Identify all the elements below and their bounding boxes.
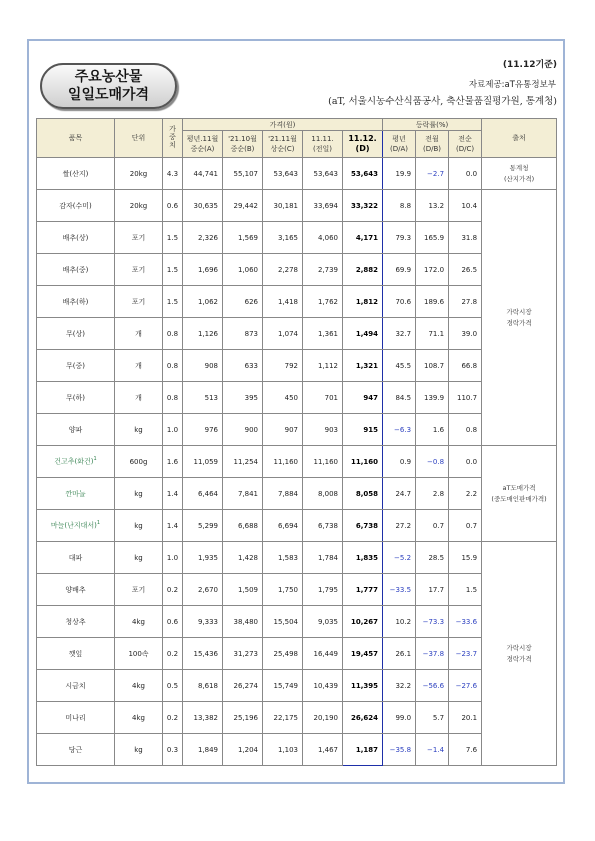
cell-price-oct: 29,442 (223, 190, 263, 222)
cell-price-prev-day: 1,795 (303, 574, 343, 606)
cell-weight: 4.3 (163, 158, 183, 190)
title-line-1: 주요농산물 (74, 69, 143, 85)
cell-unit: kg (115, 478, 163, 510)
table-row (37, 446, 557, 478)
cell-ratio-avg: 45.5 (383, 350, 416, 382)
source-line: 통계청 (509, 163, 529, 172)
cell-weight: 1.0 (163, 542, 183, 574)
cell-ratio-month: −73.3 (416, 606, 449, 638)
cell-unit: 개 (115, 382, 163, 414)
table-row (37, 606, 557, 638)
item-name: 시금치 (65, 681, 86, 690)
header-weight-label: 가중치 (168, 125, 177, 149)
cell-ratio-prev: −23.7 (449, 638, 482, 670)
cell-price-nov: 1,750 (263, 574, 303, 606)
cell-unit: 20kg (115, 190, 163, 222)
cell-unit: 포기 (115, 254, 163, 286)
cell-price-prev-day: 1,361 (303, 318, 343, 350)
cell-ratio-avg: 32.7 (383, 318, 416, 350)
cell-price-oct: 1,569 (223, 222, 263, 254)
cell-ratio-prev: 0.7 (449, 510, 482, 542)
cell-ratio-month: −0.8 (416, 446, 449, 478)
cell-ratio-prev: 66.8 (449, 350, 482, 382)
cell-price-oct: 1,060 (223, 254, 263, 286)
cell-price-today: 10,267 (343, 606, 383, 638)
table-row (37, 158, 557, 190)
cell-item (37, 542, 115, 574)
cell-item (37, 222, 115, 254)
cell-ratio-prev: 31.8 (449, 222, 482, 254)
source-line: aT도매가격 (502, 483, 536, 492)
table-row (37, 638, 557, 670)
item-name: 미나리 (65, 713, 86, 722)
cell-unit: 포기 (115, 574, 163, 606)
cell-weight: 1.6 (163, 446, 183, 478)
cell-weight: 0.2 (163, 702, 183, 734)
cell-item (37, 318, 115, 350)
cell-ratio-avg: 69.9 (383, 254, 416, 286)
header-ratio-month: 전월 (D/B) (416, 131, 449, 158)
cell-price-prev-day: 20,190 (303, 702, 343, 734)
cell-price-prev-day: 1,762 (303, 286, 343, 318)
cell-ratio-avg: 99.0 (383, 702, 416, 734)
cell-price-avg: 908 (183, 350, 223, 382)
cell-price-nov: 1,074 (263, 318, 303, 350)
cell-price-avg: 976 (183, 414, 223, 446)
cell-ratio-month: −37.8 (416, 638, 449, 670)
cell-weight: 1.5 (163, 254, 183, 286)
cell-price-nov: 11,160 (263, 446, 303, 478)
cell-price-today: 915 (343, 414, 383, 446)
cell-price-today: 947 (343, 382, 383, 414)
cell-item (37, 158, 115, 190)
cell-price-oct: 873 (223, 318, 263, 350)
item-name: 무(상) (66, 329, 85, 338)
cell-unit: 개 (115, 318, 163, 350)
cell-ratio-avg: 70.6 (383, 286, 416, 318)
table-row (37, 222, 557, 254)
table-row (37, 350, 557, 382)
title-line-2: 일일도매가격 (67, 87, 150, 103)
cell-price-oct: 633 (223, 350, 263, 382)
cell-price-oct: 7,841 (223, 478, 263, 510)
cell-unit: kg (115, 542, 163, 574)
item-name: 깐마늘 (65, 489, 86, 498)
cell-price-today: 8,058 (343, 478, 383, 510)
item-name: 당근 (68, 745, 83, 754)
item-name: 무(중) (66, 361, 85, 370)
item-name: 건고추(화건) (54, 457, 94, 466)
cell-ratio-month: 1.6 (416, 414, 449, 446)
cell-item (37, 414, 115, 446)
cell-price-today: 2,882 (343, 254, 383, 286)
table-row (37, 670, 557, 702)
cell-price-nov: 30,181 (263, 190, 303, 222)
cell-weight: 0.8 (163, 382, 183, 414)
cell-price-today: 1,812 (343, 286, 383, 318)
cell-price-prev-day: 11,160 (303, 446, 343, 478)
cell-price-oct: 626 (223, 286, 263, 318)
cell-unit: kg (115, 510, 163, 542)
cell-price-nov: 3,165 (263, 222, 303, 254)
cell-unit: 4kg (115, 670, 163, 702)
item-name: 감자(수미) (59, 201, 92, 210)
cell-ratio-prev: 0.0 (449, 158, 482, 190)
cell-price-prev-day: 701 (303, 382, 343, 414)
cell-weight: 0.5 (163, 670, 183, 702)
cell-item (37, 190, 115, 222)
cell-price-prev-day: 16,449 (303, 638, 343, 670)
cell-price-today: 6,738 (343, 510, 383, 542)
cell-price-avg: 44,741 (183, 158, 223, 190)
cell-price-today: 1,777 (343, 574, 383, 606)
cell-price-today: 1,835 (343, 542, 383, 574)
header-today: 11.12. (D) (343, 131, 383, 158)
cell-item (37, 382, 115, 414)
cell-price-prev-day: 2,739 (303, 254, 343, 286)
cell-ratio-month: 189.6 (416, 286, 449, 318)
item-name: 양파 (68, 425, 83, 434)
cell-item (37, 734, 115, 766)
cell-price-oct: 38,480 (223, 606, 263, 638)
cell-price-avg: 1,062 (183, 286, 223, 318)
cell-ratio-prev: 1.5 (449, 574, 482, 606)
cell-price-prev-day: 1,467 (303, 734, 343, 766)
cell-ratio-avg: 8.8 (383, 190, 416, 222)
cell-price-prev-day: 9,035 (303, 606, 343, 638)
item-name: 양배추 (65, 585, 86, 594)
cell-price-oct: 11,254 (223, 446, 263, 478)
cell-price-prev-day: 8,008 (303, 478, 343, 510)
cell-price-avg: 11,059 (183, 446, 223, 478)
cell-weight: 1.5 (163, 286, 183, 318)
cell-ratio-prev: 15.9 (449, 542, 482, 574)
header-avg: 평년.11월 중순(A) (183, 131, 223, 158)
cell-ratio-avg: 0.9 (383, 446, 416, 478)
cell-price-oct: 25,196 (223, 702, 263, 734)
table-row (37, 478, 557, 510)
cell-price-today: 53,643 (343, 158, 383, 190)
source-line: 가락시장 (506, 643, 532, 652)
cell-ratio-prev: 10.4 (449, 190, 482, 222)
cell-ratio-avg: −33.5 (383, 574, 416, 606)
cell-price-avg: 30,635 (183, 190, 223, 222)
price-table (36, 118, 557, 766)
cell-ratio-month: 139.9 (416, 382, 449, 414)
item-name: 청상추 (65, 617, 86, 626)
cell-weight: 0.6 (163, 190, 183, 222)
header-ratio-group: 등락률(%) (383, 119, 482, 131)
cell-unit: 100속 (115, 638, 163, 670)
header-prev-day: 11.11. (전일) (303, 131, 343, 158)
cell-price-nov: 2,278 (263, 254, 303, 286)
cell-price-avg: 13,382 (183, 702, 223, 734)
cell-ratio-prev: −33.6 (449, 606, 482, 638)
cell-price-avg: 5,299 (183, 510, 223, 542)
source-line: 경락가격 (506, 654, 532, 663)
cell-ratio-month: 5.7 (416, 702, 449, 734)
cell-ratio-month: 172.0 (416, 254, 449, 286)
cell-ratio-prev: 0.8 (449, 414, 482, 446)
cell-ratio-prev: 110.7 (449, 382, 482, 414)
header-price-group: 가격(원) (183, 119, 383, 131)
cell-source (482, 190, 557, 446)
cell-price-prev-day: 1,784 (303, 542, 343, 574)
cell-price-prev-day: 53,643 (303, 158, 343, 190)
cell-price-prev-day: 903 (303, 414, 343, 446)
cell-price-nov: 7,884 (263, 478, 303, 510)
cell-ratio-month: −1.4 (416, 734, 449, 766)
cell-price-today: 26,624 (343, 702, 383, 734)
cell-price-today: 33,322 (343, 190, 383, 222)
source-line: (산지가격) (503, 174, 535, 183)
table-body (37, 158, 557, 766)
header-item: 품목 (37, 119, 115, 158)
cell-source (482, 446, 557, 542)
table-header (37, 119, 557, 158)
cell-unit: 600g (115, 446, 163, 478)
cell-ratio-prev: 2.2 (449, 478, 482, 510)
cell-price-today: 19,457 (343, 638, 383, 670)
cell-ratio-avg: 79.3 (383, 222, 416, 254)
cell-ratio-avg: 84.5 (383, 382, 416, 414)
cell-ratio-prev: 26.5 (449, 254, 482, 286)
item-footnote-mark: 1 (93, 456, 97, 463)
cell-weight: 0.8 (163, 318, 183, 350)
cell-price-oct: 1,204 (223, 734, 263, 766)
item-name: 배추(상) (62, 233, 89, 242)
cell-unit: 포기 (115, 222, 163, 254)
cell-price-avg: 8,618 (183, 670, 223, 702)
cell-ratio-month: 71.1 (416, 318, 449, 350)
cell-ratio-avg: 32.2 (383, 670, 416, 702)
cell-ratio-avg: 10.2 (383, 606, 416, 638)
table-row (37, 574, 557, 606)
cell-unit: kg (115, 414, 163, 446)
table-row (37, 702, 557, 734)
cell-price-avg: 513 (183, 382, 223, 414)
cell-ratio-prev: 27.8 (449, 286, 482, 318)
cell-item (37, 350, 115, 382)
cell-price-oct: 900 (223, 414, 263, 446)
item-name: 마늘(난지대서) (50, 521, 97, 530)
cell-ratio-month: −2.7 (416, 158, 449, 190)
cell-ratio-prev: 39.0 (449, 318, 482, 350)
item-name: 깻잎 (68, 649, 83, 658)
table-row (37, 414, 557, 446)
cell-price-today: 11,395 (343, 670, 383, 702)
cell-price-avg: 2,326 (183, 222, 223, 254)
cell-price-oct: 1,428 (223, 542, 263, 574)
cell-ratio-month: 17.7 (416, 574, 449, 606)
cell-price-today: 1,187 (343, 734, 383, 766)
cell-price-prev-day: 10,439 (303, 670, 343, 702)
cell-source (482, 158, 557, 190)
cell-price-prev-day: 1,112 (303, 350, 343, 382)
cell-item (37, 638, 115, 670)
cell-price-oct: 1,509 (223, 574, 263, 606)
item-footnote-mark: 1 (96, 520, 101, 527)
cell-price-today: 4,171 (343, 222, 383, 254)
cell-weight: 0.8 (163, 350, 183, 382)
table-row (37, 254, 557, 286)
cell-price-nov: 15,749 (263, 670, 303, 702)
header-unit: 단위 (115, 119, 163, 158)
cell-ratio-avg: −35.8 (383, 734, 416, 766)
cell-price-nov: 6,694 (263, 510, 303, 542)
header-source: 출처 (482, 119, 557, 158)
cell-ratio-avg: 24.7 (383, 478, 416, 510)
cell-source (482, 542, 557, 766)
cell-item (37, 510, 115, 542)
cell-price-prev-day: 33,694 (303, 190, 343, 222)
cell-price-oct: 6,688 (223, 510, 263, 542)
item-name: 무(하) (66, 393, 85, 402)
cell-price-today: 11,160 (343, 446, 383, 478)
table-row (37, 286, 557, 318)
page-title (40, 63, 177, 109)
cell-unit: kg (115, 734, 163, 766)
cell-ratio-avg: 26.1 (383, 638, 416, 670)
cell-item (37, 702, 115, 734)
cell-unit: 개 (115, 350, 163, 382)
cell-item (37, 446, 115, 478)
cell-price-oct: 55,107 (223, 158, 263, 190)
header-nov: '21.11월 상순(C) (263, 131, 303, 158)
cell-price-avg: 2,670 (183, 574, 223, 606)
cell-item (37, 478, 115, 510)
cell-item (37, 606, 115, 638)
source-line: (중도매인판매가격) (491, 494, 547, 503)
source-line: 가락시장 (506, 307, 532, 316)
item-name: 쌀(산지) (62, 169, 89, 178)
cell-weight: 0.2 (163, 574, 183, 606)
cell-price-avg: 9,333 (183, 606, 223, 638)
cell-unit: 4kg (115, 606, 163, 638)
cell-price-avg: 1,849 (183, 734, 223, 766)
cell-price-oct: 26,274 (223, 670, 263, 702)
cell-price-nov: 53,643 (263, 158, 303, 190)
cell-ratio-month: 2.8 (416, 478, 449, 510)
item-name: 배추(하) (62, 297, 89, 306)
reference-date: (11.12기준) (502, 60, 557, 70)
cell-item (37, 574, 115, 606)
cell-item (37, 254, 115, 286)
item-name: 대파 (68, 553, 83, 562)
cell-weight: 1.4 (163, 478, 183, 510)
cell-price-nov: 1,103 (263, 734, 303, 766)
cell-ratio-month: 0.7 (416, 510, 449, 542)
cell-ratio-avg: 19.9 (383, 158, 416, 190)
cell-ratio-month: 108.7 (416, 350, 449, 382)
cell-price-nov: 15,504 (263, 606, 303, 638)
cell-unit: 20kg (115, 158, 163, 190)
cell-ratio-month: 13.2 (416, 190, 449, 222)
cell-item (37, 286, 115, 318)
cell-weight: 0.6 (163, 606, 183, 638)
cell-ratio-month: 165.9 (416, 222, 449, 254)
table-row (37, 190, 557, 222)
cell-ratio-avg: −5.2 (383, 542, 416, 574)
source-line: 경락가격 (506, 318, 532, 327)
cell-unit: 4kg (115, 702, 163, 734)
cell-price-avg: 15,436 (183, 638, 223, 670)
cell-price-nov: 1,583 (263, 542, 303, 574)
cell-weight: 0.2 (163, 638, 183, 670)
cell-price-nov: 22,175 (263, 702, 303, 734)
cell-price-prev-day: 6,738 (303, 510, 343, 542)
table-row (37, 734, 557, 766)
cell-price-avg: 6,464 (183, 478, 223, 510)
cell-price-nov: 1,418 (263, 286, 303, 318)
cell-item (37, 670, 115, 702)
item-name: 배추(중) (62, 265, 89, 274)
header-weight (163, 119, 183, 158)
cell-price-today: 1,494 (343, 318, 383, 350)
cell-weight: 1.4 (163, 510, 183, 542)
cell-weight: 1.0 (163, 414, 183, 446)
cell-price-avg: 1,935 (183, 542, 223, 574)
table-row (37, 382, 557, 414)
table-row (37, 542, 557, 574)
cell-ratio-prev: −27.6 (449, 670, 482, 702)
cell-price-oct: 395 (223, 382, 263, 414)
cell-price-avg: 1,126 (183, 318, 223, 350)
data-sources: (aT, 서울시농수산식품공사, 축산물품질평가원, 통계청) (328, 96, 557, 107)
cell-price-prev-day: 4,060 (303, 222, 343, 254)
cell-price-nov: 450 (263, 382, 303, 414)
cell-ratio-prev: 20.1 (449, 702, 482, 734)
header-ratio-prev: 전순 (D/C) (449, 131, 482, 158)
table-row (37, 318, 557, 350)
cell-ratio-month: −56.6 (416, 670, 449, 702)
table-row (37, 510, 557, 542)
cell-price-nov: 792 (263, 350, 303, 382)
cell-ratio-avg: −6.3 (383, 414, 416, 446)
cell-weight: 1.5 (163, 222, 183, 254)
cell-price-today: 1,321 (343, 350, 383, 382)
header-oct: '21.10월 중순(B) (223, 131, 263, 158)
cell-ratio-month: 28.5 (416, 542, 449, 574)
cell-price-nov: 907 (263, 414, 303, 446)
cell-unit: 포기 (115, 286, 163, 318)
cell-price-nov: 25,498 (263, 638, 303, 670)
cell-price-avg: 1,696 (183, 254, 223, 286)
cell-ratio-avg: 27.2 (383, 510, 416, 542)
cell-price-oct: 31,273 (223, 638, 263, 670)
cell-ratio-prev: 7.6 (449, 734, 482, 766)
cell-ratio-prev: 0.0 (449, 446, 482, 478)
cell-weight: 0.3 (163, 734, 183, 766)
header-ratio-avg: 평년 (D/A) (383, 131, 416, 158)
data-provider: 자료제공:aT유통정보부 (468, 80, 556, 90)
